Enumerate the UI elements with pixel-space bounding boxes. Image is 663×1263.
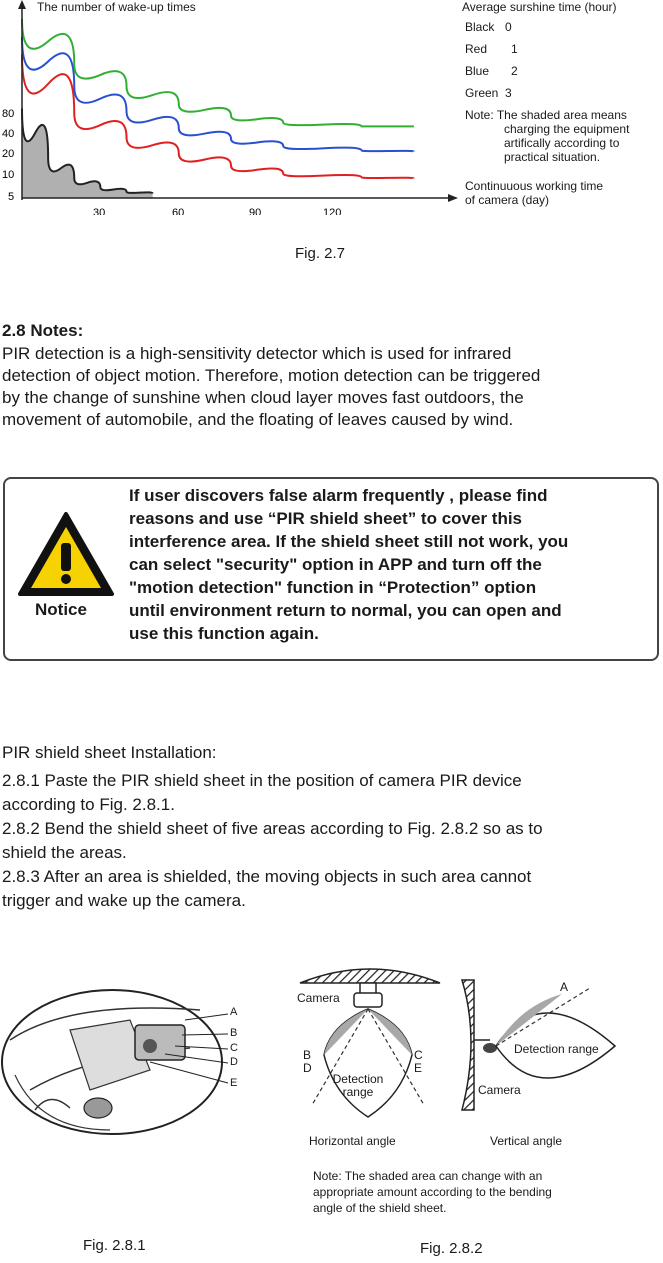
install-line: 2.8.1 Paste the PIR shield sheet in the position of camera PIR device xyxy=(2,771,522,790)
x-axis-title xyxy=(465,179,603,207)
series-line-green xyxy=(22,19,414,126)
notes-line: by the change of sunshine when cloud layer moves fast outdoors, the xyxy=(2,388,524,407)
x-tick-label: 30 xyxy=(93,207,106,215)
notice-label: Notice xyxy=(35,600,87,619)
series-line-red xyxy=(22,55,414,179)
chart-plot-area xyxy=(22,19,414,198)
x-axis-arrow xyxy=(448,194,458,202)
y-tick-label: 40 xyxy=(2,128,15,140)
callout-c: C xyxy=(230,1042,238,1054)
warning-triangle-icon xyxy=(17,511,115,597)
detection-range-vertical: Detection range xyxy=(514,1042,599,1056)
label-e: E xyxy=(414,1061,423,1075)
install-line: trigger and wake up the camera. xyxy=(2,891,246,910)
legend-item-green xyxy=(465,86,512,100)
label-b: B xyxy=(303,1048,312,1062)
install-line: shield the areas. xyxy=(2,843,127,862)
notes-paragraph xyxy=(2,343,662,431)
legend-name: Green xyxy=(465,86,499,100)
install-line: 2.8.3 After an area is shielded, the moving objects in such area cannot xyxy=(2,867,532,886)
install-line: 2.8.2 Bend the shield sheet of five areas according to Fig. 2.8.2 so as to xyxy=(2,819,543,838)
notice-line: use this function again. xyxy=(129,624,319,643)
notes-line: detection of object motion. Therefore, motion detection can be triggered xyxy=(2,366,541,385)
notice-line: until environment return to normal, you can open and xyxy=(129,601,562,620)
horizontal-angle-label: Horizontal angle xyxy=(309,1134,396,1148)
legend-value: 2 xyxy=(511,64,518,78)
notice-line: If user discovers false alarm frequently , please find xyxy=(129,486,548,505)
legend-item-blue xyxy=(465,64,518,78)
chart-note-line: charging the equipment xyxy=(504,122,630,136)
fig-note-line: Note: The shaded area can change with an xyxy=(313,1169,543,1183)
fig-2-7-caption: Fig. 2.7 xyxy=(295,245,346,262)
x-tick-label: 60 xyxy=(172,207,185,215)
notes-heading: 2.8 Notes: xyxy=(2,321,84,340)
legend-title: Average surshine time (hour) xyxy=(462,0,617,14)
y-axis-title: The number of wake-up times xyxy=(37,0,196,14)
chart-note-line: practical situation. xyxy=(504,150,601,164)
notice-line: reasons and use “PIR shield sheet” to cover this xyxy=(129,509,523,528)
notice-box xyxy=(3,477,659,661)
install-title: PIR shield sheet Installation: xyxy=(2,743,217,762)
label-a-vertical: A xyxy=(560,980,569,994)
y-tick-label: 10 xyxy=(2,169,15,181)
fig-note-line: appropriate amount according to the bending xyxy=(313,1185,552,1199)
notice-line: "motion detection" function in “Protection” option xyxy=(129,578,537,597)
fig-2-8-2-caption: Fig. 2.8.2 xyxy=(420,1240,483,1257)
detection-range-label xyxy=(328,1073,388,1099)
camera-label-vertical: Camera xyxy=(478,1083,521,1097)
legend-item-black xyxy=(465,20,512,34)
y-tick-label: 20 xyxy=(2,148,15,160)
callout-d: D xyxy=(230,1056,238,1068)
label-d: D xyxy=(303,1061,312,1075)
x-axis-title-line: Continuuous working time xyxy=(465,179,604,193)
legend-name: Red xyxy=(465,42,488,56)
callout-b: B xyxy=(230,1027,238,1039)
fig-2-8-1-camera-drawing xyxy=(0,980,250,1160)
fig-2-8-2-note xyxy=(313,1168,552,1216)
legend-value: 0 xyxy=(505,20,512,34)
vertical-angle-label: Vertical angle xyxy=(490,1134,563,1148)
x-tick-label: 90 xyxy=(249,207,262,215)
notice-line: interference area. If the shield sheet still not work, you xyxy=(129,532,569,551)
chart-note-line: artifically according to xyxy=(504,136,620,150)
notice-line: can select "security" option in APP and turn off the xyxy=(129,555,542,574)
install-line: according to Fig. 2.8.1. xyxy=(2,795,175,814)
callout-e: E xyxy=(230,1077,238,1089)
install-section xyxy=(2,741,662,913)
legend-value: 1 xyxy=(511,42,518,56)
legend-item-red xyxy=(465,42,518,56)
x-tick-label: 120 xyxy=(323,207,342,215)
chart-note-line: The shaded area means xyxy=(496,108,627,122)
detection-range-line: range xyxy=(342,1085,374,1099)
x-axis-title-line: of camera (day) xyxy=(465,193,550,207)
fig-2-8-2-horizontal-diagram xyxy=(290,955,450,1135)
y-axis-arrow xyxy=(18,0,26,9)
y-tick-label: 80 xyxy=(2,108,15,120)
notes-line: movement of automobile, and the floating of leaves caused by wind. xyxy=(2,410,514,429)
series-line-blue xyxy=(22,37,414,152)
chart-note xyxy=(465,108,660,164)
fig-note-line: angle of the shield sheet. xyxy=(313,1201,447,1215)
notice-text xyxy=(129,484,654,645)
fig-2-8-1-caption: Fig. 2.8.1 xyxy=(83,1237,146,1254)
detection-range-line: Detection xyxy=(332,1072,384,1086)
legend-name: Blue xyxy=(465,64,490,78)
camera-label-horizontal: Camera xyxy=(297,991,340,1005)
notes-line: PIR detection is a high-sensitivity detector which is used for infrared xyxy=(2,344,512,363)
legend-value: 3 xyxy=(505,86,512,100)
label-c: C xyxy=(414,1048,423,1062)
chart-note-prefix: Note: xyxy=(465,108,494,122)
callout-a: A xyxy=(230,1006,238,1018)
legend-name: Black xyxy=(465,20,495,34)
y-tick-label: 5 xyxy=(8,191,15,203)
